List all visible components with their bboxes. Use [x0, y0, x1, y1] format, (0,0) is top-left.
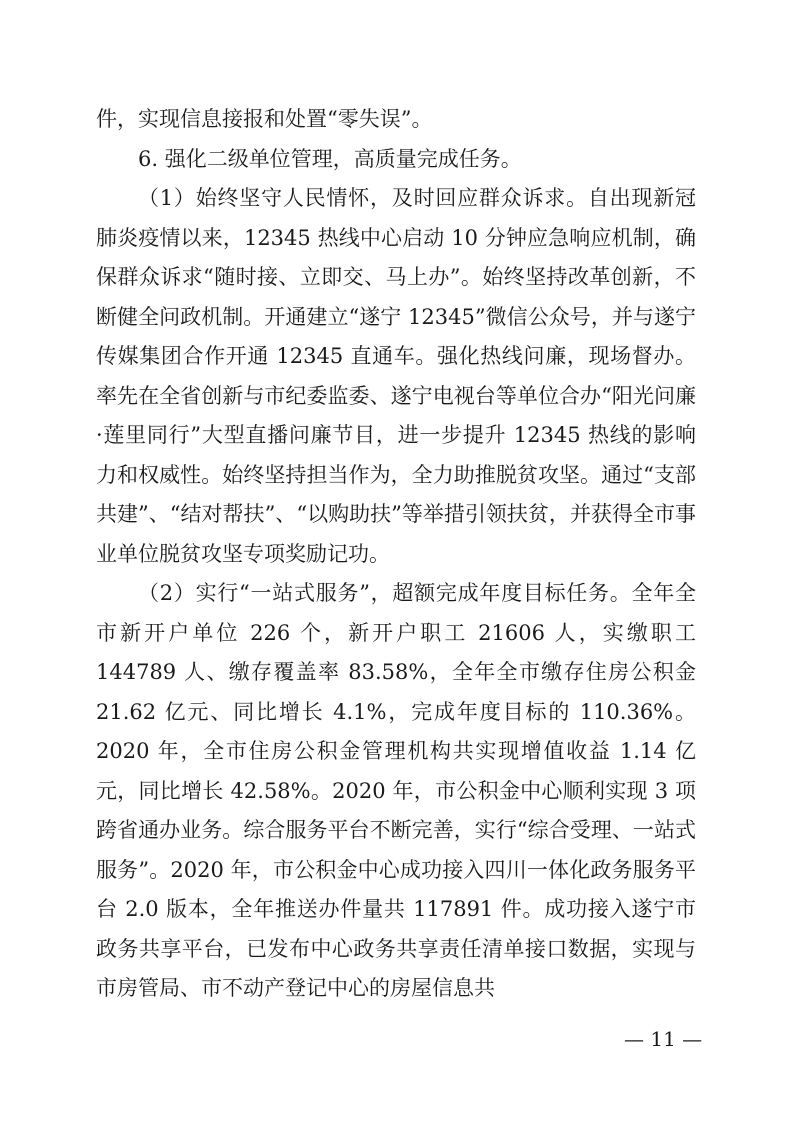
page-number: — 11 —	[624, 1027, 703, 1051]
paragraph-housing-fund: （2）实行“一站式服务”，超额完成年度目标任务。全年全市新开户单位 226 个，新开户职工 21606 人，实缴职工 144789 人、缴存覆盖率 83.58%，全年全市缴存住房公积金 21.62 亿元、同比增长 4.1%，完成年度目标的 110.36%。2020 年，全市住房公积金管理机构共实现增值收益 1.14 亿元，同比增长 42.58%。2020 年，市公积金中心顺利实现 3 项跨省通办业务。综合服务平台不断完善，实行“综合受理、一站式服务”。2020 年，市公积金中心成功接入四川一体化政务服务平台 2.0 版本，全年推送办件量共 117891 件。成功接入遂宁市政务共享平台，已发布中心政务共享责任清单接口数据，实现与市房管局、市不动产登记中心的房屋信息共	[96, 581, 696, 1000]
section-heading: 6. 强化二级单位管理，高质量完成任务。	[138, 146, 522, 171]
paragraph-continuation: 件，实现信息接报和处置“零失误”。	[96, 107, 433, 131]
paragraph-hotline: （1）始终坚守人民情怀，及时回应群众诉求。自出现新冠肺炎疫情以来，12345 热线中心启动 10 分钟应急响应机制，确保群众诉求“随时接、立即交、马上办”。始终坚持改革创新，不断健全问政机制。开通建立“遂宁 12345”微信公众号，并与遂宁传媒集团合作开通 12345 直通车。强化热线问廉，现场督办。率先在全省创新与市纪委监委、遂宁电视台等单位合办“阳光问廉·莲里同行”大型直播问廉节目，进一步提升 12345 热线的影响力和权威性。始终坚持担当作为，全力助推脱贫攻坚。通过“支部共建”、“结对帮扶”、“以购助扶”等举措引领扶贫，并获得全市事业单位脱贫攻坚专项奖励记功。	[96, 186, 696, 566]
document-body	[96, 100, 696, 1009]
